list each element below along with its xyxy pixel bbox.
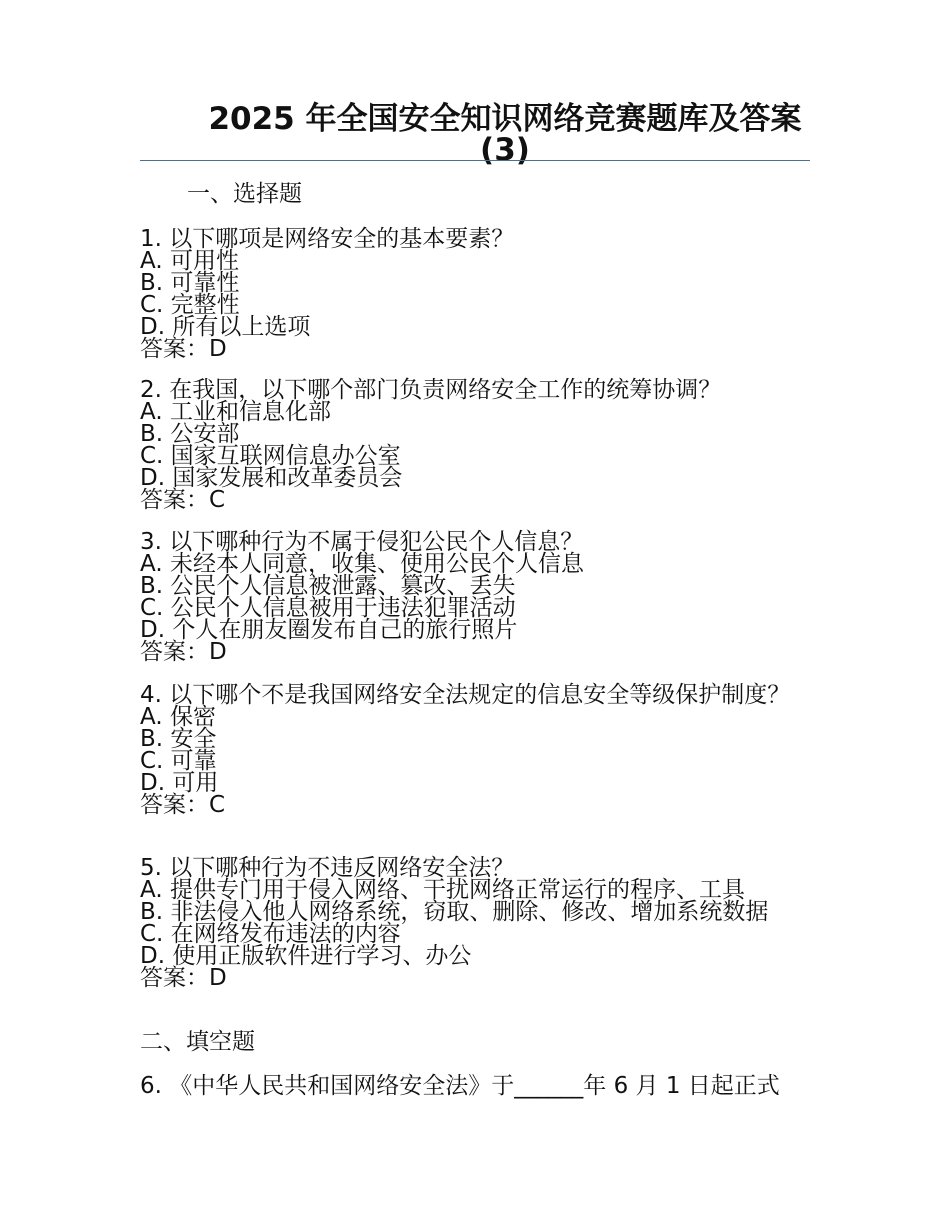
question-stem: 4. 以下哪个不是我国网络安全法规定的信息安全等级保护制度？ — [140, 682, 791, 708]
question-option: D. 可用 — [140, 770, 219, 796]
question-option: D. 国家发展和改革委员会 — [140, 465, 403, 491]
question-option: B. 公民个人信息被泄露、篡改、丢失 — [140, 573, 516, 599]
question-answer: 答案：D — [140, 336, 227, 362]
question-option: B. 非法侵入他人网络系统，窃取、删除、修改、增加系统数据 — [140, 899, 769, 925]
question-block — [140, 531, 820, 663]
question-option: A. 工业和信息化部 — [140, 399, 331, 425]
question-answer: 答案：C — [140, 487, 226, 513]
question-stem: 1. 以下哪项是网络安全的基本要素？ — [140, 226, 515, 252]
question-answer: 答案：D — [140, 639, 227, 665]
question-option: B. 安全 — [140, 726, 217, 752]
question-stem: 2. 在我国，以下哪个部门负责网络安全工作的统筹协调？ — [140, 377, 722, 403]
question-stem: 3. 以下哪种行为不属于侵犯公民个人信息？ — [140, 529, 584, 555]
question-block — [140, 379, 820, 511]
question-option: B. 可靠性 — [140, 270, 240, 296]
question-block — [140, 228, 820, 360]
page-title: 2025 年全国安全知识网络竞赛题库及答案(3) — [208, 101, 802, 168]
question-option: C. 国家互联网信息办公室 — [140, 443, 401, 469]
fill-question: 6. 《中华人民共和国网络安全法》于______年 6 月 1 日起正式 — [140, 1073, 780, 1099]
question-answer: 答案：D — [140, 965, 227, 991]
question-option: A. 可用性 — [140, 248, 239, 274]
question-option: A. 提供专门用于侵入网络、干扰网络正常运行的程序、工具 — [140, 877, 745, 903]
question-answer: 答案：C — [140, 792, 226, 818]
question-option: C. 完整性 — [140, 292, 240, 318]
question-option: A. 未经本人同意，收集、使用公民个人信息 — [140, 551, 584, 577]
question-option: D. 个人在朋友圈发布自己的旅行照片 — [140, 617, 518, 643]
question-block — [140, 684, 800, 816]
section-heading-choice: 一、选择题 — [187, 181, 302, 207]
question-option: D. 所有以上选项 — [140, 314, 311, 340]
question-option: D. 使用正版软件进行学习、办公 — [140, 943, 472, 969]
question-stem: 5. 以下哪种行为不违反网络安全法？ — [140, 855, 515, 881]
question-option: C. 可靠 — [140, 748, 217, 774]
question-option: B. 公安部 — [140, 421, 240, 447]
section-heading-fill: 二、填空题 — [140, 1029, 255, 1055]
question-option: C. 在网络发布违法的内容 — [140, 921, 401, 947]
question-option: C. 公民个人信息被用于违法犯罪活动 — [140, 595, 516, 621]
question-option: A. 保密 — [140, 704, 216, 730]
title-divider — [140, 160, 810, 161]
question-block — [140, 857, 800, 989]
